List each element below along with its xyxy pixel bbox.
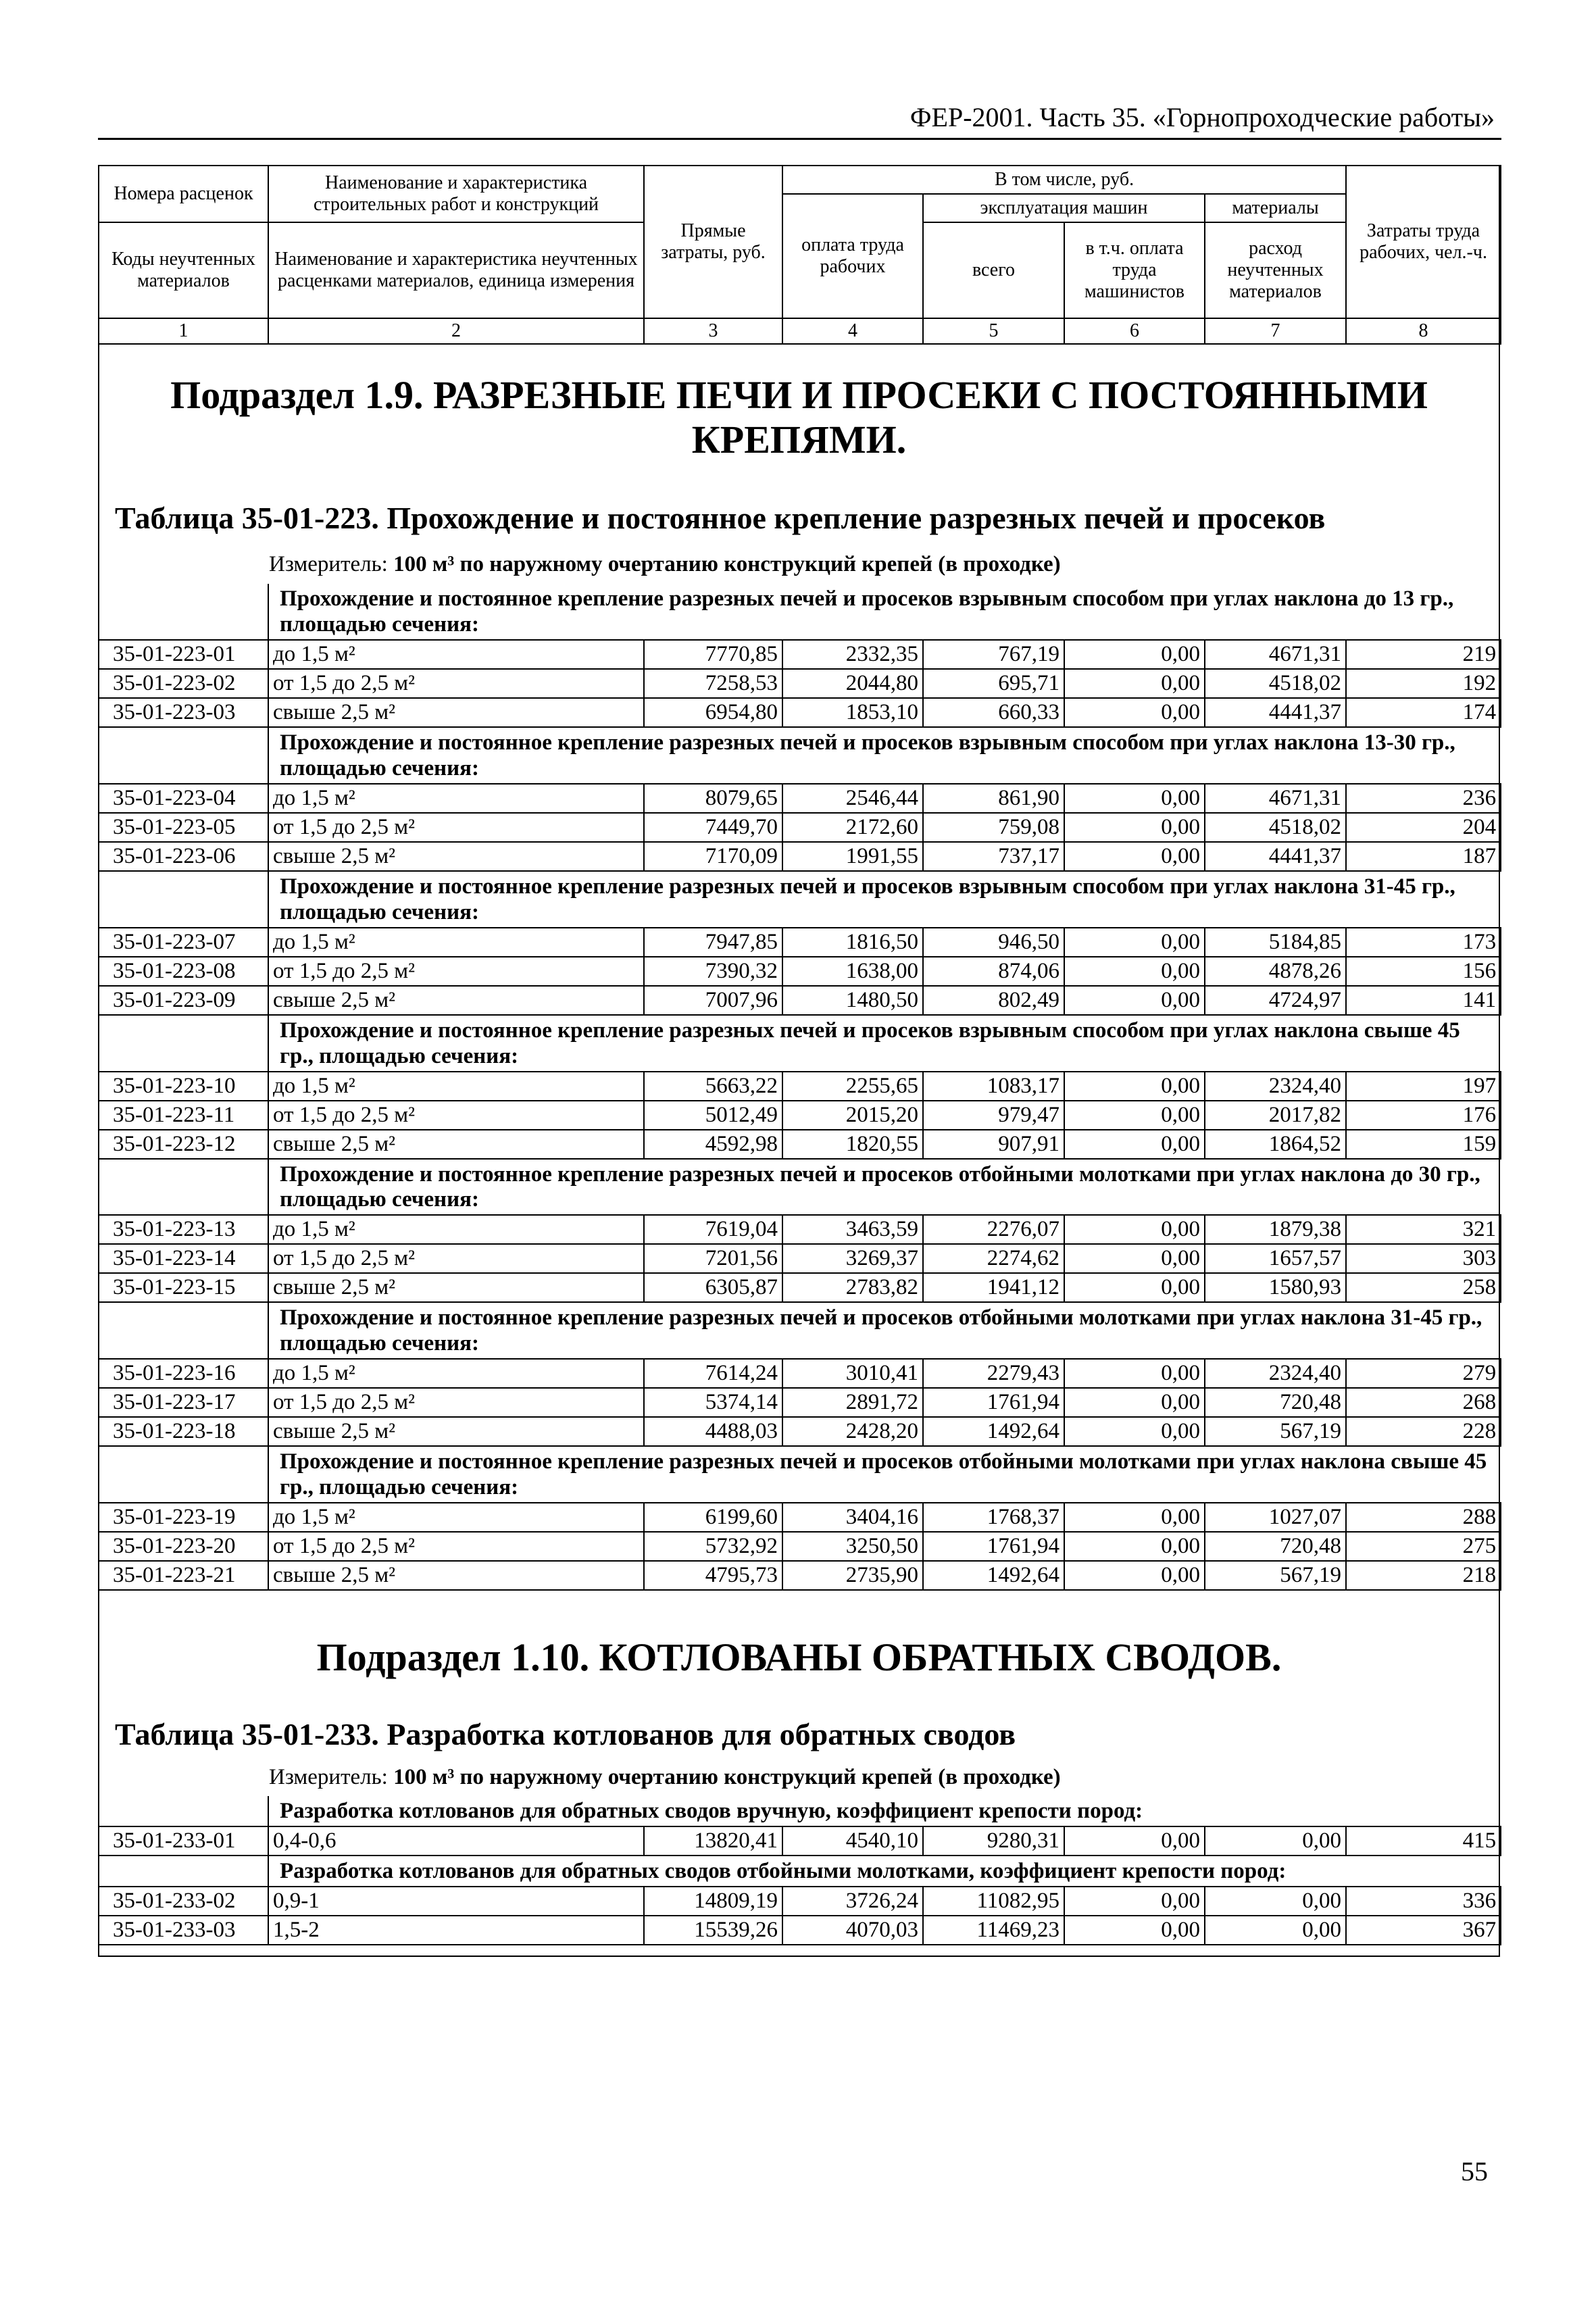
section-title-1-9: Подраздел 1.9. РАЗРЕЗНЫЕ ПЕЧИ И ПРОСЕКИ С ПОСТОЯННЫМИ КРЕПЯМИ. — [170, 373, 1428, 462]
cell-rate-code: 35-01-223-12 — [99, 1130, 268, 1159]
cell-materials: 0,00 — [1205, 1916, 1346, 1945]
group-header — [99, 584, 1501, 640]
cell-description: свыше 2,5 м² — [268, 1417, 644, 1446]
cell-direct-costs: 4592,98 — [644, 1130, 782, 1159]
cell-labor-hours: 173 — [1346, 928, 1501, 957]
cell-description: свыше 2,5 м² — [268, 1561, 644, 1590]
cell-machines: 767,19 — [923, 640, 1064, 669]
cell-description: от 1,5 до 2,5 м² — [268, 957, 644, 986]
group-header — [99, 1302, 1501, 1359]
cell-machinist-pay: 0,00 — [1064, 1503, 1205, 1532]
group-title-indent — [99, 584, 268, 640]
cell-labor-pay: 1816,50 — [782, 928, 923, 957]
cell-description: до 1,5 м² — [268, 784, 644, 813]
section-title-1-10: Подраздел 1.10. КОТЛОВАНЫ ОБРАТНЫХ СВОДОВ. — [316, 1635, 1282, 1679]
table-row — [99, 669, 1501, 698]
measure-text: 100 м³ по наружному очертанию конструкций крепей (в проходке) — [393, 1765, 1061, 1789]
cell-labor-pay: 1480,50 — [782, 986, 923, 1015]
cell-labor-pay: 1820,55 — [782, 1130, 923, 1159]
cell-machines: 759,08 — [923, 813, 1064, 842]
cell-labor-hours: 219 — [1346, 640, 1501, 669]
group-header — [99, 1015, 1501, 1072]
cell-description: свыше 2,5 м² — [268, 842, 644, 871]
group-title: Прохождение и постоянное крепление разрезных печей и просеков взрывным способом при углах наклона 31-45 гр., площадью сечения: — [268, 871, 1501, 928]
group-title-indent — [99, 1446, 268, 1503]
cell-machines: 2274,62 — [923, 1244, 1064, 1273]
cell-labor-pay: 2735,90 — [782, 1561, 923, 1590]
cell-direct-costs: 7390,32 — [644, 957, 782, 986]
cell-materials: 1027,07 — [1205, 1503, 1346, 1532]
table-row — [99, 1826, 1501, 1856]
running-head: ФЕР-2001. Часть 35. «Горнопроходческие работы» — [909, 102, 1495, 132]
cell-materials: 1657,57 — [1205, 1244, 1346, 1273]
cell-labor-hours: 141 — [1346, 986, 1501, 1015]
cell-machines: 861,90 — [923, 784, 1064, 813]
cell-labor-pay: 2044,80 — [782, 669, 923, 698]
cell-materials: 720,48 — [1205, 1388, 1346, 1417]
col-number-8: 8 — [1346, 318, 1501, 344]
cell-materials: 0,00 — [1205, 1826, 1346, 1856]
table-row — [99, 928, 1501, 957]
group-header — [99, 727, 1501, 784]
col-number-5: 5 — [923, 318, 1064, 344]
cell-labor-pay: 4540,10 — [782, 1826, 923, 1856]
cell-machinist-pay: 0,00 — [1064, 1826, 1205, 1856]
group-title-indent — [99, 1302, 268, 1359]
table-row — [99, 1417, 1501, 1446]
cell-materials: 1879,38 — [1205, 1215, 1346, 1244]
cell-materials: 4518,02 — [1205, 669, 1346, 698]
cell-machines: 1761,94 — [923, 1532, 1064, 1561]
table-row — [99, 986, 1501, 1015]
cell-machinist-pay: 0,00 — [1064, 1417, 1205, 1446]
cell-description: до 1,5 м² — [268, 1072, 644, 1101]
col-number-2: 2 — [268, 318, 644, 344]
cell-labor-hours: 275 — [1346, 1532, 1501, 1561]
cell-labor-pay: 3726,24 — [782, 1887, 923, 1916]
cell-labor-pay: 3463,59 — [782, 1215, 923, 1244]
cell-machinist-pay: 0,00 — [1064, 813, 1205, 842]
header-material-codes: Коды неучтенных материалов — [99, 222, 268, 318]
cell-machines: 660,33 — [923, 698, 1064, 727]
cell-description: 1,5-2 — [268, 1916, 644, 1945]
cell-machinist-pay: 0,00 — [1064, 1359, 1205, 1388]
page-number: 55 — [1461, 2156, 1488, 2187]
cell-labor-pay: 2783,82 — [782, 1273, 923, 1302]
cell-description: от 1,5 до 2,5 м² — [268, 1244, 644, 1273]
cell-labor-pay: 2015,20 — [782, 1101, 923, 1130]
cell-machinist-pay: 0,00 — [1064, 986, 1205, 1015]
table-row — [99, 1503, 1501, 1532]
cell-materials: 720,48 — [1205, 1532, 1346, 1561]
cell-machinist-pay: 0,00 — [1064, 1130, 1205, 1159]
cell-machines: 11082,95 — [923, 1887, 1064, 1916]
cell-rate-code: 35-01-223-20 — [99, 1532, 268, 1561]
header-machines: эксплуатация машин — [923, 194, 1205, 222]
cell-labor-pay: 2332,35 — [782, 640, 923, 669]
cell-machinist-pay: 0,00 — [1064, 1532, 1205, 1561]
cell-labor-hours: 288 — [1346, 1503, 1501, 1532]
table-row — [99, 957, 1501, 986]
group-title: Разработка котлованов для обратных сводов отбойными молотками, коэффициент крепости пород: — [268, 1856, 1501, 1887]
cell-labor-pay: 3269,37 — [782, 1244, 923, 1273]
cell-rate-code: 35-01-223-13 — [99, 1215, 268, 1244]
rates-table-35-01-223 — [98, 584, 1501, 1591]
cell-direct-costs: 7258,53 — [644, 669, 782, 698]
group-title: Прохождение и постоянное крепление разрезных печей и просеков отбойными молотками при углах наклона до 30 гр., площадью сечения: — [268, 1159, 1501, 1216]
cell-description: от 1,5 до 2,5 м² — [268, 1388, 644, 1417]
header-materials-consumption: расход неучтенных материалов — [1205, 222, 1346, 318]
cell-labor-hours: 176 — [1346, 1101, 1501, 1130]
cell-machines: 1083,17 — [923, 1072, 1064, 1101]
col-number-3: 3 — [644, 318, 782, 344]
cell-labor-hours: 415 — [1346, 1826, 1501, 1856]
cell-description: свыше 2,5 м² — [268, 1130, 644, 1159]
cell-direct-costs: 13820,41 — [644, 1826, 782, 1856]
cell-description: до 1,5 м² — [268, 928, 644, 957]
cell-rate-code: 35-01-223-14 — [99, 1244, 268, 1273]
cell-description: до 1,5 м² — [268, 1503, 644, 1532]
cell-description: до 1,5 м² — [268, 640, 644, 669]
cell-machinist-pay: 0,00 — [1064, 669, 1205, 698]
cell-labor-hours: 197 — [1346, 1072, 1501, 1101]
cell-labor-hours: 156 — [1346, 957, 1501, 986]
table-row — [99, 1388, 1501, 1417]
cell-description: от 1,5 до 2,5 м² — [268, 1532, 644, 1561]
table-row — [99, 1273, 1501, 1302]
cell-rate-code: 35-01-223-21 — [99, 1561, 268, 1590]
cell-machines: 2279,43 — [923, 1359, 1064, 1388]
cell-materials: 2324,40 — [1205, 1359, 1346, 1388]
cell-description: от 1,5 до 2,5 м² — [268, 1101, 644, 1130]
group-header — [99, 1159, 1501, 1216]
cell-labor-hours: 192 — [1346, 669, 1501, 698]
cell-machinist-pay: 0,00 — [1064, 928, 1205, 957]
table-row — [99, 1916, 1501, 1945]
cell-rate-code: 35-01-223-10 — [99, 1072, 268, 1101]
cell-rate-code: 35-01-233-01 — [99, 1826, 268, 1856]
cell-materials: 1580,93 — [1205, 1273, 1346, 1302]
table-title-35-01-233: Таблица 35-01-233. Разработка котлованов для обратных сводов — [115, 1717, 1016, 1751]
cell-materials: 2324,40 — [1205, 1072, 1346, 1101]
cell-labor-pay: 2546,44 — [782, 784, 923, 813]
cell-machines: 946,50 — [923, 928, 1064, 957]
cell-materials: 4441,37 — [1205, 842, 1346, 871]
header-including: В том числе, руб. — [782, 166, 1346, 194]
cell-labor-pay: 2172,60 — [782, 813, 923, 842]
cell-materials: 0,00 — [1205, 1887, 1346, 1916]
header-machines-total: всего — [923, 222, 1064, 318]
cell-labor-hours: 187 — [1346, 842, 1501, 871]
cell-machines: 802,49 — [923, 986, 1064, 1015]
column-header-table — [98, 165, 1501, 345]
cell-machines: 695,71 — [923, 669, 1064, 698]
cell-rate-code: 35-01-223-01 — [99, 640, 268, 669]
table-row — [99, 1244, 1501, 1273]
group-title: Прохождение и постоянное крепление разрезных печей и просеков взрывным способом при углах наклона свыше 45 гр., площадью сечения: — [268, 1015, 1501, 1072]
group-title-indent — [99, 727, 268, 784]
cell-labor-pay: 2891,72 — [782, 1388, 923, 1417]
cell-direct-costs: 14809,19 — [644, 1887, 782, 1916]
cell-description: до 1,5 м² — [268, 1359, 644, 1388]
cell-machinist-pay: 0,00 — [1064, 698, 1205, 727]
cell-direct-costs: 6954,80 — [644, 698, 782, 727]
group-header — [99, 871, 1501, 928]
cell-direct-costs: 7449,70 — [644, 813, 782, 842]
cell-labor-pay: 1853,10 — [782, 698, 923, 727]
cell-direct-costs: 6199,60 — [644, 1503, 782, 1532]
cell-labor-hours: 228 — [1346, 1417, 1501, 1446]
group-title-indent — [99, 1015, 268, 1072]
cell-rate-code: 35-01-223-04 — [99, 784, 268, 813]
cell-rate-code: 35-01-223-09 — [99, 986, 268, 1015]
cell-direct-costs: 4795,73 — [644, 1561, 782, 1590]
cell-description: 0,9-1 — [268, 1887, 644, 1916]
measure-line-2 — [269, 1765, 1061, 1790]
cell-rate-code: 35-01-223-07 — [99, 928, 268, 957]
table-row — [99, 698, 1501, 727]
cell-materials: 4724,97 — [1205, 986, 1346, 1015]
cell-materials: 4518,02 — [1205, 813, 1346, 842]
cell-labor-hours: 204 — [1346, 813, 1501, 842]
group-title: Прохождение и постоянное крепление разрезных печей и просеков взрывным способом при углах наклона 13-30 гр., площадью сечения: — [268, 727, 1501, 784]
cell-direct-costs: 7170,09 — [644, 842, 782, 871]
cell-machines: 1492,64 — [923, 1417, 1064, 1446]
cell-labor-pay: 2428,20 — [782, 1417, 923, 1446]
cell-machines: 737,17 — [923, 842, 1064, 871]
cell-direct-costs: 7614,24 — [644, 1359, 782, 1388]
table-row — [99, 784, 1501, 813]
cell-labor-hours: 174 — [1346, 698, 1501, 727]
cell-direct-costs: 7619,04 — [644, 1215, 782, 1244]
measure-prefix: Измеритель: — [269, 552, 394, 576]
table-row — [99, 640, 1501, 669]
measure-text: 100 м³ по наружному очертанию конструкций крепей (в проходке) — [393, 552, 1061, 576]
table-row — [99, 1561, 1501, 1590]
table-row — [99, 1101, 1501, 1130]
cell-rate-code: 35-01-223-17 — [99, 1388, 268, 1417]
cell-machinist-pay: 0,00 — [1064, 1273, 1205, 1302]
cell-labor-hours: 367 — [1346, 1916, 1501, 1945]
cell-labor-pay: 4070,03 — [782, 1916, 923, 1945]
cell-direct-costs: 8079,65 — [644, 784, 782, 813]
measure-line-1 — [269, 552, 1061, 577]
table-row — [99, 813, 1501, 842]
cell-labor-hours: 218 — [1346, 1561, 1501, 1590]
cell-machines: 979,47 — [923, 1101, 1064, 1130]
cell-labor-hours: 159 — [1346, 1130, 1501, 1159]
cell-rate-code: 35-01-223-06 — [99, 842, 268, 871]
cell-description: от 1,5 до 2,5 м² — [268, 669, 644, 698]
col-number-4: 4 — [782, 318, 923, 344]
header-machinist-pay: в т.ч. оплата труда машинистов — [1064, 222, 1205, 318]
cell-machines: 11469,23 — [923, 1916, 1064, 1945]
group-header — [99, 1856, 1501, 1887]
table-row — [99, 1072, 1501, 1101]
header-labor-hours: Затраты труда рабочих, чел.-ч. — [1346, 166, 1501, 318]
cell-materials: 4671,31 — [1205, 640, 1346, 669]
cell-machinist-pay: 0,00 — [1064, 1215, 1205, 1244]
cell-machines: 1768,37 — [923, 1503, 1064, 1532]
cell-description: 0,4-0,6 — [268, 1826, 644, 1856]
col-number-1: 1 — [99, 318, 268, 344]
cell-machinist-pay: 0,00 — [1064, 1887, 1205, 1916]
cell-rate-code: 35-01-223-18 — [99, 1417, 268, 1446]
header-rule — [98, 138, 1501, 140]
cell-direct-costs: 5732,92 — [644, 1532, 782, 1561]
cell-materials: 567,19 — [1205, 1417, 1346, 1446]
cell-labor-pay: 2255,65 — [782, 1072, 923, 1101]
cell-rate-code: 35-01-223-15 — [99, 1273, 268, 1302]
cell-direct-costs: 5663,22 — [644, 1072, 782, 1101]
cell-rate-code: 35-01-223-05 — [99, 813, 268, 842]
group-title-indent — [99, 1856, 268, 1887]
group-header — [99, 1446, 1501, 1503]
cell-direct-costs: 15539,26 — [644, 1916, 782, 1945]
cell-machinist-pay: 0,00 — [1064, 842, 1205, 871]
header-material-name: Наименование и характеристика неучтенных расценками материалов, единица измерения — [268, 222, 644, 318]
group-title: Прохождение и постоянное крепление разрезных печей и просеков отбойными молотками при углах наклона свыше 45 гр., площадью сечения: — [268, 1446, 1501, 1503]
cell-direct-costs: 5374,14 — [644, 1388, 782, 1417]
cell-labor-hours: 279 — [1346, 1359, 1501, 1388]
cell-machines: 2276,07 — [923, 1215, 1064, 1244]
cell-machinist-pay: 0,00 — [1064, 1101, 1205, 1130]
cell-rate-code: 35-01-233-03 — [99, 1916, 268, 1945]
cell-materials: 4878,26 — [1205, 957, 1346, 986]
cell-labor-hours: 258 — [1346, 1273, 1501, 1302]
cell-direct-costs: 7007,96 — [644, 986, 782, 1015]
cell-rate-code: 35-01-223-19 — [99, 1503, 268, 1532]
group-title-indent — [99, 1796, 268, 1826]
table-row — [99, 1359, 1501, 1388]
cell-direct-costs: 7947,85 — [644, 928, 782, 957]
cell-rate-code: 35-01-223-11 — [99, 1101, 268, 1130]
cell-direct-costs: 7770,85 — [644, 640, 782, 669]
cell-labor-pay: 3010,41 — [782, 1359, 923, 1388]
cell-machines: 907,91 — [923, 1130, 1064, 1159]
cell-materials: 4441,37 — [1205, 698, 1346, 727]
table-row — [99, 1130, 1501, 1159]
cell-description: свыше 2,5 м² — [268, 986, 644, 1015]
header-direct-costs: Прямые затраты, руб. — [644, 166, 782, 318]
cell-description: до 1,5 м² — [268, 1215, 644, 1244]
cell-description: свыше 2,5 м² — [268, 698, 644, 727]
cell-labor-hours: 236 — [1346, 784, 1501, 813]
col-number-7: 7 — [1205, 318, 1346, 344]
cell-direct-costs: 7201,56 — [644, 1244, 782, 1273]
measure-prefix: Измеритель: — [269, 1765, 394, 1789]
group-title: Прохождение и постоянное крепление разрезных печей и просеков взрывным способом при углах наклона до 13 гр., площадью сечения: — [268, 584, 1501, 640]
cell-labor-hours: 303 — [1346, 1244, 1501, 1273]
cell-machines: 1492,64 — [923, 1561, 1064, 1590]
header-rate-numbers: Номера расценок — [99, 166, 268, 222]
cell-machinist-pay: 0,00 — [1064, 1388, 1205, 1417]
cell-labor-pay: 1991,55 — [782, 842, 923, 871]
cell-machines: 1761,94 — [923, 1388, 1064, 1417]
table-row — [99, 842, 1501, 871]
table-title-35-01-223: Таблица 35-01-223. Прохождение и постоянное крепление разрезных печей и просеков — [115, 501, 1326, 535]
cell-materials: 2017,82 — [1205, 1101, 1346, 1130]
cell-labor-hours: 336 — [1346, 1887, 1501, 1916]
group-title-indent — [99, 871, 268, 928]
cell-materials: 4671,31 — [1205, 784, 1346, 813]
cell-machinist-pay: 0,00 — [1064, 784, 1205, 813]
cell-direct-costs: 4488,03 — [644, 1417, 782, 1446]
cell-machinist-pay: 0,00 — [1064, 1072, 1205, 1101]
table-row — [99, 1215, 1501, 1244]
cell-labor-pay: 3404,16 — [782, 1503, 923, 1532]
cell-machinist-pay: 0,00 — [1064, 1916, 1205, 1945]
cell-rate-code: 35-01-223-08 — [99, 957, 268, 986]
cell-direct-costs: 6305,87 — [644, 1273, 782, 1302]
table-row — [99, 1532, 1501, 1561]
cell-labor-hours: 268 — [1346, 1388, 1501, 1417]
group-title-indent — [99, 1159, 268, 1216]
cell-machinist-pay: 0,00 — [1064, 640, 1205, 669]
cell-rate-code: 35-01-223-03 — [99, 698, 268, 727]
header-materials: материалы — [1205, 194, 1346, 222]
cell-description: свыше 2,5 м² — [268, 1273, 644, 1302]
header-work-name: Наименование и характеристика строительных работ и конструкций — [268, 166, 644, 222]
cell-materials: 5184,85 — [1205, 928, 1346, 957]
cell-labor-hours: 321 — [1346, 1215, 1501, 1244]
col-number-6: 6 — [1064, 318, 1205, 344]
rates-table-35-01-233 — [98, 1796, 1501, 1945]
group-header — [99, 1796, 1501, 1826]
cell-labor-pay: 1638,00 — [782, 957, 923, 986]
cell-rate-code: 35-01-223-16 — [99, 1359, 268, 1388]
group-title: Разработка котлованов для обратных сводов вручную, коэффициент крепости пород: — [268, 1796, 1501, 1826]
cell-direct-costs: 5012,49 — [644, 1101, 782, 1130]
cell-machinist-pay: 0,00 — [1064, 1561, 1205, 1590]
group-title: Прохождение и постоянное крепление разрезных печей и просеков отбойными молотками при углах наклона 31-45 гр., площадью сечения: — [268, 1302, 1501, 1359]
cell-machinist-pay: 0,00 — [1064, 957, 1205, 986]
cell-materials: 1864,52 — [1205, 1130, 1346, 1159]
cell-machines: 9280,31 — [923, 1826, 1064, 1856]
cell-labor-pay: 3250,50 — [782, 1532, 923, 1561]
cell-machinist-pay: 0,00 — [1064, 1244, 1205, 1273]
cell-rate-code: 35-01-233-02 — [99, 1887, 268, 1916]
table-row — [99, 1887, 1501, 1916]
cell-description: от 1,5 до 2,5 м² — [268, 813, 644, 842]
cell-rate-code: 35-01-223-02 — [99, 669, 268, 698]
header-labor-pay: оплата труда рабочих — [782, 194, 923, 318]
cell-materials: 567,19 — [1205, 1561, 1346, 1590]
cell-machines: 1941,12 — [923, 1273, 1064, 1302]
cell-machines: 874,06 — [923, 957, 1064, 986]
